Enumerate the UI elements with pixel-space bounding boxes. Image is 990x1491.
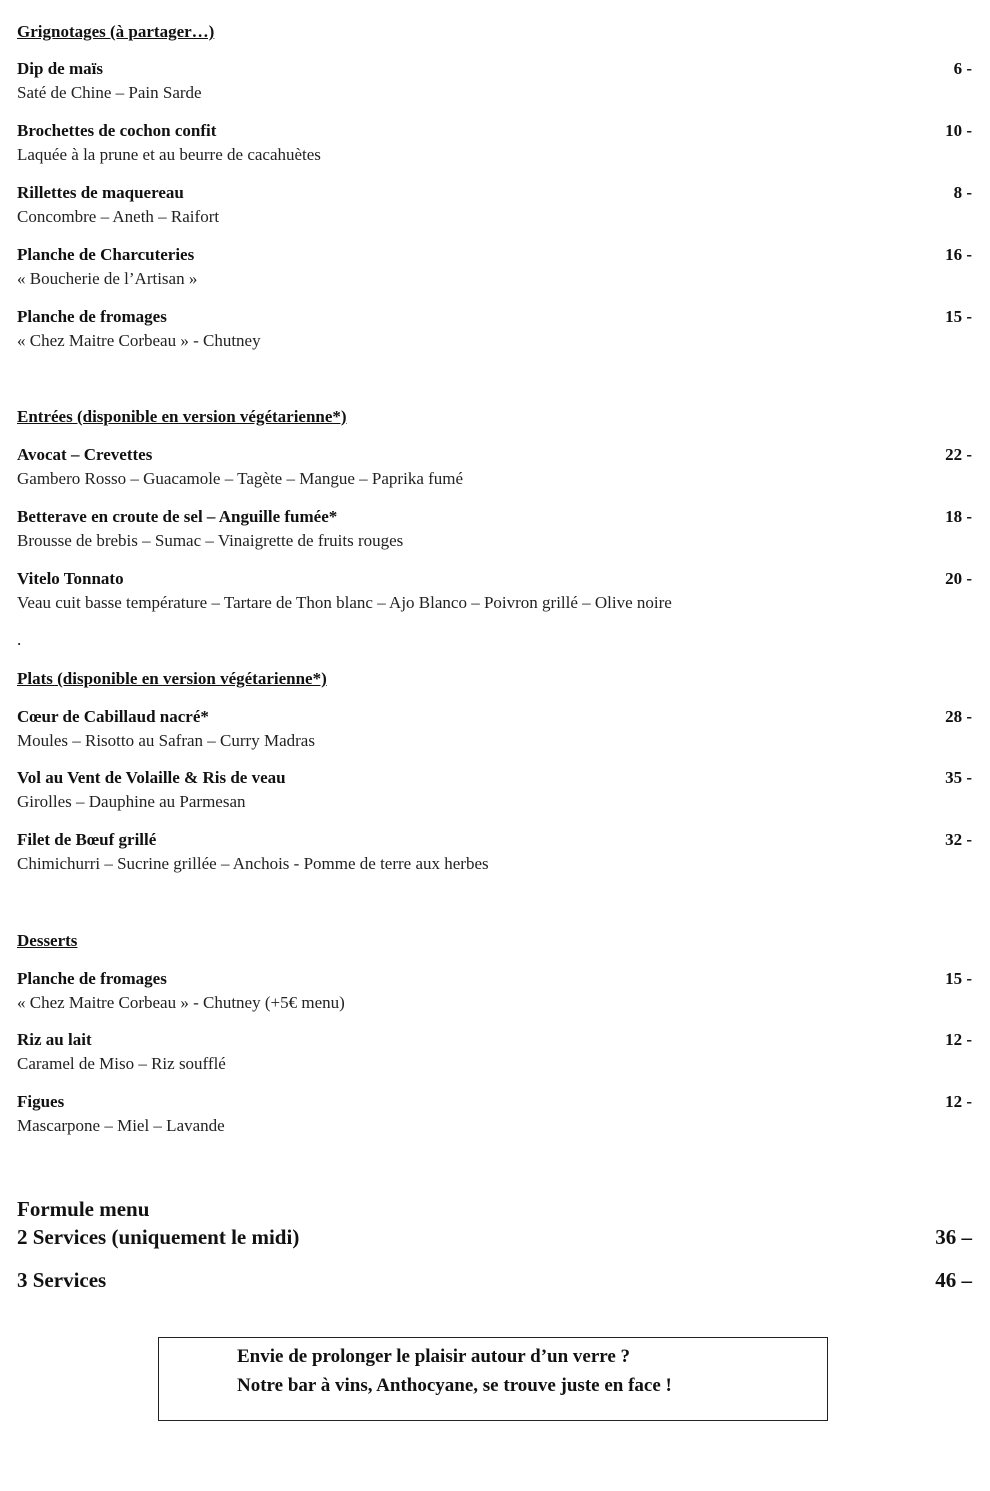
section-title-entrees: Entrées (disponible en version végétarienne*)	[17, 407, 347, 426]
formule-price: 36 –	[935, 1225, 972, 1249]
item-price: 35 -	[945, 768, 972, 787]
item-price: 12 -	[945, 1030, 972, 1049]
menu-item	[17, 245, 972, 289]
bar-note-line-2: Notre bar à vins, Anthocyane, se trouve juste en face !	[237, 1375, 672, 1396]
item-name: Betterave en croute de sel – Anguille fumée*	[17, 507, 338, 526]
section-title-grignotages: Grignotages (à partager…)	[17, 22, 215, 41]
item-description: Concombre – Aneth – Raifort	[17, 207, 220, 226]
menu-item	[17, 183, 972, 227]
item-description: « Chez Maitre Corbeau » - Chutney	[17, 331, 261, 350]
item-name: Rillettes de maquereau	[17, 183, 184, 202]
item-price: 15 -	[945, 307, 972, 326]
item-description: Girolles – Dauphine au Parmesan	[17, 792, 246, 811]
menu-item	[17, 830, 972, 874]
item-description: Mascarpone – Miel – Lavande	[17, 1116, 225, 1135]
menu-item	[17, 569, 972, 613]
item-price: 32 -	[945, 830, 972, 849]
bar-note-line-1: Envie de prolonger le plaisir autour d’un verre ?	[237, 1346, 631, 1367]
item-price: 8 -	[953, 183, 972, 202]
item-description: Chimichurri – Sucrine grillée – Anchois - Pomme de terre aux herbes	[17, 854, 489, 873]
menu-item	[17, 307, 972, 351]
formule-price: 46 –	[935, 1268, 972, 1292]
menu-item	[17, 1092, 972, 1136]
item-description: Caramel de Miso – Riz soufflé	[17, 1054, 226, 1073]
item-price: 16 -	[945, 245, 972, 264]
item-name: Planche de Charcuteries	[17, 245, 195, 264]
item-description: Brousse de brebis – Sumac – Vinaigrette de fruits rouges	[17, 531, 404, 550]
item-name: Avocat – Crevettes	[17, 445, 153, 464]
menu-item	[17, 59, 972, 103]
bar-note-box	[158, 1337, 828, 1421]
item-price: 20 -	[945, 569, 972, 588]
item-price: 28 -	[945, 707, 972, 726]
menu-item	[17, 1030, 972, 1074]
formule-label: 2 Services (uniquement le midi)	[17, 1225, 300, 1249]
section-title-desserts: Desserts	[17, 931, 78, 950]
item-name: Planche de fromages	[17, 969, 167, 988]
item-name: Brochettes de cochon confit	[17, 121, 217, 140]
item-price: 15 -	[945, 969, 972, 988]
formule-title: Formule menu	[17, 1197, 150, 1221]
item-name: Vitelo Tonnato	[17, 569, 124, 588]
item-name: Riz au lait	[17, 1030, 92, 1049]
item-description: Laquée à la prune et au beurre de cacahuètes	[17, 145, 321, 164]
section-title-plats: Plats (disponible en version végétarienne*)	[17, 669, 327, 688]
item-description: Saté de Chine – Pain Sarde	[17, 83, 202, 102]
menu-item	[17, 707, 972, 751]
item-description: Gambero Rosso – Guacamole – Tagète – Mangue – Paprika fumé	[17, 469, 464, 488]
item-price: 12 -	[945, 1092, 972, 1111]
item-description: « Chez Maitre Corbeau » - Chutney (+5€ menu)	[17, 993, 345, 1012]
stray-dot: .	[17, 630, 22, 649]
item-description: Moules – Risotto au Safran – Curry Madras	[17, 731, 315, 750]
item-description: Veau cuit basse température – Tartare de Thon blanc – Ajo Blanco – Poivron grillé – Olive noire	[17, 593, 672, 612]
item-price: 22 -	[945, 445, 972, 464]
item-description: « Boucherie de l’Artisan »	[17, 269, 198, 288]
item-name: Cœur de Cabillaud nacré*	[17, 707, 209, 726]
menu-item	[17, 969, 972, 1013]
formule-label: 3 Services	[17, 1268, 107, 1292]
formule-option	[17, 1268, 972, 1293]
item-price: 18 -	[945, 507, 972, 526]
item-name: Dip de maïs	[17, 59, 103, 78]
item-name: Filet de Bœuf grillé	[17, 830, 157, 849]
menu-item	[17, 121, 972, 165]
item-name: Figues	[17, 1092, 65, 1111]
item-name: Planche de fromages	[17, 307, 167, 326]
menu-item	[17, 507, 972, 551]
menu-item	[17, 445, 972, 489]
item-price: 6 -	[953, 59, 972, 78]
formule-option	[17, 1225, 972, 1250]
menu-item	[17, 768, 972, 812]
item-name: Vol au Vent de Volaille & Ris de veau	[17, 768, 286, 787]
item-price: 10 -	[945, 121, 972, 140]
